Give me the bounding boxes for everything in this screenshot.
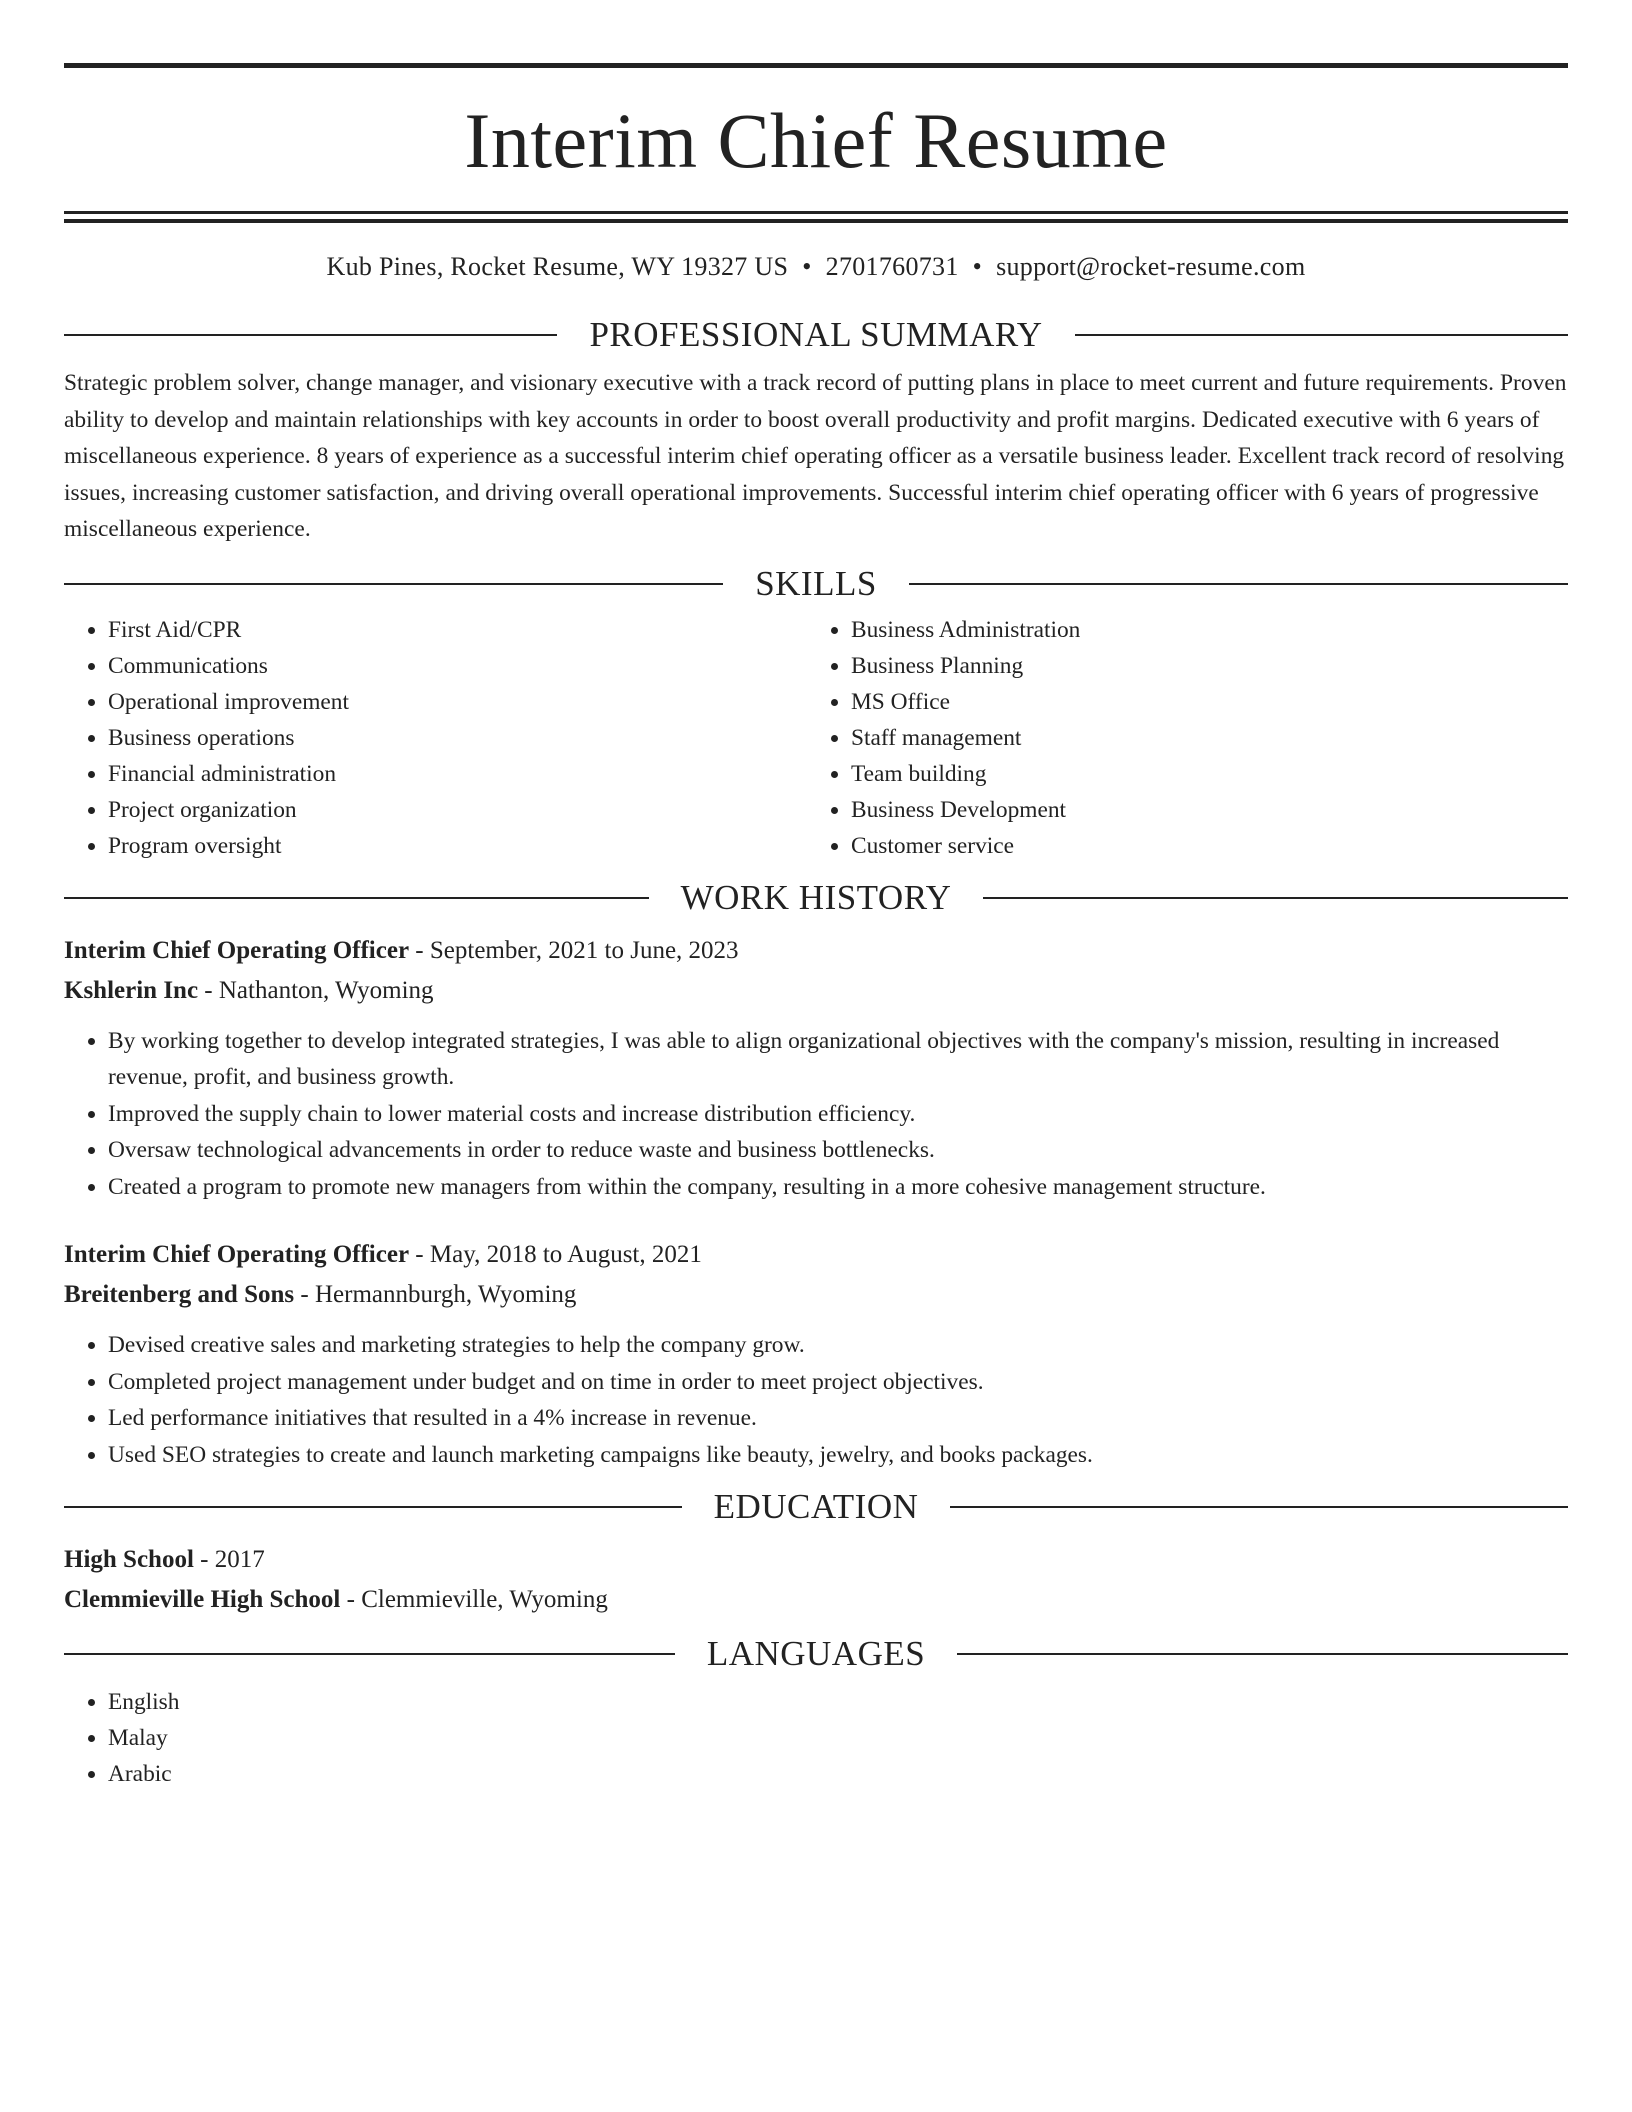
resume-title: Interim Chief Resume <box>464 97 1168 184</box>
job-bullets <box>64 1023 1568 1206</box>
skills-list-right <box>807 612 1550 864</box>
heading-rule <box>983 897 1568 899</box>
skill-item: • MS Office <box>851 684 1550 720</box>
heading-rule <box>64 897 649 899</box>
skill-item: • Business Administration <box>851 612 1550 648</box>
education-school-line <box>64 1580 1568 1620</box>
education-school: Clemmieville High School <box>64 1586 341 1613</box>
job-bullet: • Led performance initiatives that resulted in a 4% increase in revenue. <box>108 1400 1568 1437</box>
skill-item: • First Aid/CPR <box>108 612 807 648</box>
job-title: Interim Chief Operating Officer <box>64 936 410 964</box>
skills-heading: SKILLS <box>755 563 877 603</box>
language-item: • Arabic <box>108 1756 1568 1792</box>
languages-heading-row <box>64 1634 1568 1674</box>
contact-address: Kub Pines, Rocket Resume, WY 19327 US <box>326 252 789 281</box>
dash: - <box>340 1586 362 1613</box>
summary-heading-row <box>64 315 1568 355</box>
heading-rule <box>64 334 557 336</box>
skill-item: • Business Development <box>851 792 1550 828</box>
heading-rule <box>64 1653 675 1655</box>
dash: - <box>198 976 219 1004</box>
summary-heading: PROFESSIONAL SUMMARY <box>589 315 1043 354</box>
skill-item: • Project organization <box>108 792 807 828</box>
job-entry <box>64 1235 1568 1473</box>
skill-item: • Financial administration <box>108 756 807 792</box>
heading-rule <box>950 1506 1568 1508</box>
skills-heading-row <box>64 564 1568 604</box>
job-bullet: • By working together to develop integrated strategies, I was able to align organizational objectives with the company's mission, resulting in increased revenue, profit, and business growth. <box>108 1023 1568 1096</box>
job-title-line <box>64 1235 1568 1275</box>
heading-rule <box>909 583 1568 585</box>
contact-phone: 2701760731 <box>825 252 959 281</box>
skill-item: • Customer service <box>851 828 1550 864</box>
skill-item: • Staff management <box>851 720 1550 756</box>
skills-column-right <box>807 612 1550 864</box>
job-bullet: • Improved the supply chain to lower material costs and increase distribution efficiency. <box>108 1096 1568 1133</box>
dash: - <box>193 1546 215 1573</box>
contact-separator: • <box>802 252 812 281</box>
education-location: Clemmieville, Wyoming <box>361 1586 608 1613</box>
languages-list <box>64 1684 1568 1792</box>
summary-text: Strategic problem solver, change manager, and visionary executive with a track record of putting plans in place to meet current and future requirements. Proven ability to develop and maintain relationships with key accounts in order to boost overall productivity and profit margins. Dedicated executive with 6 years of miscellaneous experience. 8 years of experience as a successful interim chief operating officer as a versatile business leader. Excellent track record of resolving issues, increasing customer satisfaction, and driving overall operational improvements. Successful interim chief operating officer with 6 years of progressive miscellaneous experience. <box>64 370 1567 542</box>
top-rule <box>64 63 1568 68</box>
skill-item: • Business operations <box>108 720 807 756</box>
job-bullet: • Used SEO strategies to create and launch marketing campaigns like beauty, jewelry, and books packages. <box>108 1437 1568 1474</box>
work-heading-row <box>64 878 1568 918</box>
job-company: Kshlerin Inc <box>64 976 199 1004</box>
heading-rule <box>1075 334 1568 336</box>
contact-separator: • <box>972 252 983 281</box>
job-bullet: • Devised creative sales and marketing strategies to help the company grow. <box>108 1327 1568 1364</box>
job-bullets <box>64 1327 1568 1473</box>
education-entry <box>64 1540 1568 1620</box>
skill-item: • Business Planning <box>851 648 1550 684</box>
skills-list-left <box>64 612 807 864</box>
job-bullet: • Oversaw technological advancements in order to reduce waste and business bottlenecks. <box>108 1132 1568 1169</box>
contact-email: support@rocket-resume.com <box>996 252 1306 281</box>
skills-columns <box>64 612 1568 864</box>
languages-heading: LANGUAGES <box>706 1634 926 1673</box>
title-double-rule <box>64 211 1568 223</box>
work-heading: WORK HISTORY <box>680 877 952 917</box>
job-entry <box>64 931 1568 1206</box>
education-year: 2017 <box>214 1546 265 1573</box>
dash: - <box>294 1281 315 1308</box>
dash: - <box>409 1241 430 1268</box>
language-item: • English <box>108 1684 1568 1720</box>
job-location: Hermannburgh, Wyoming <box>314 1281 577 1308</box>
job-dates: September, 2021 to June, 2023 <box>429 936 739 964</box>
job-title: Interim Chief Operating Officer <box>64 1241 410 1268</box>
skill-item: • Team building <box>851 756 1550 792</box>
job-company-line <box>64 971 1568 1011</box>
education-heading-row <box>64 1487 1568 1527</box>
job-company-line <box>64 1275 1568 1315</box>
job-bullet: • Completed project management under budget and on time in order to meet project objectives. <box>108 1364 1568 1401</box>
job-title-line <box>64 931 1568 971</box>
skill-item: • Operational improvement <box>108 684 807 720</box>
contact-line <box>64 252 1568 282</box>
job-bullet: • Created a program to promote new managers from within the company, resulting in a more cohesive management structure. <box>108 1169 1568 1206</box>
job-dates: May, 2018 to August, 2021 <box>429 1241 702 1268</box>
skills-column-left <box>64 612 807 864</box>
heading-rule <box>64 1506 682 1508</box>
education-degree-line <box>64 1540 1568 1580</box>
job-company: Breitenberg and Sons <box>64 1281 295 1308</box>
skill-item: • Program oversight <box>108 828 807 864</box>
education-heading: EDUCATION <box>713 1487 919 1526</box>
heading-rule <box>64 583 723 585</box>
skill-item: • Communications <box>108 648 807 684</box>
job-location: Nathanton, Wyoming <box>218 976 434 1004</box>
education-degree: High School <box>64 1546 194 1573</box>
dash: - <box>409 936 430 964</box>
heading-rule <box>957 1653 1568 1655</box>
language-item: • Malay <box>108 1720 1568 1756</box>
